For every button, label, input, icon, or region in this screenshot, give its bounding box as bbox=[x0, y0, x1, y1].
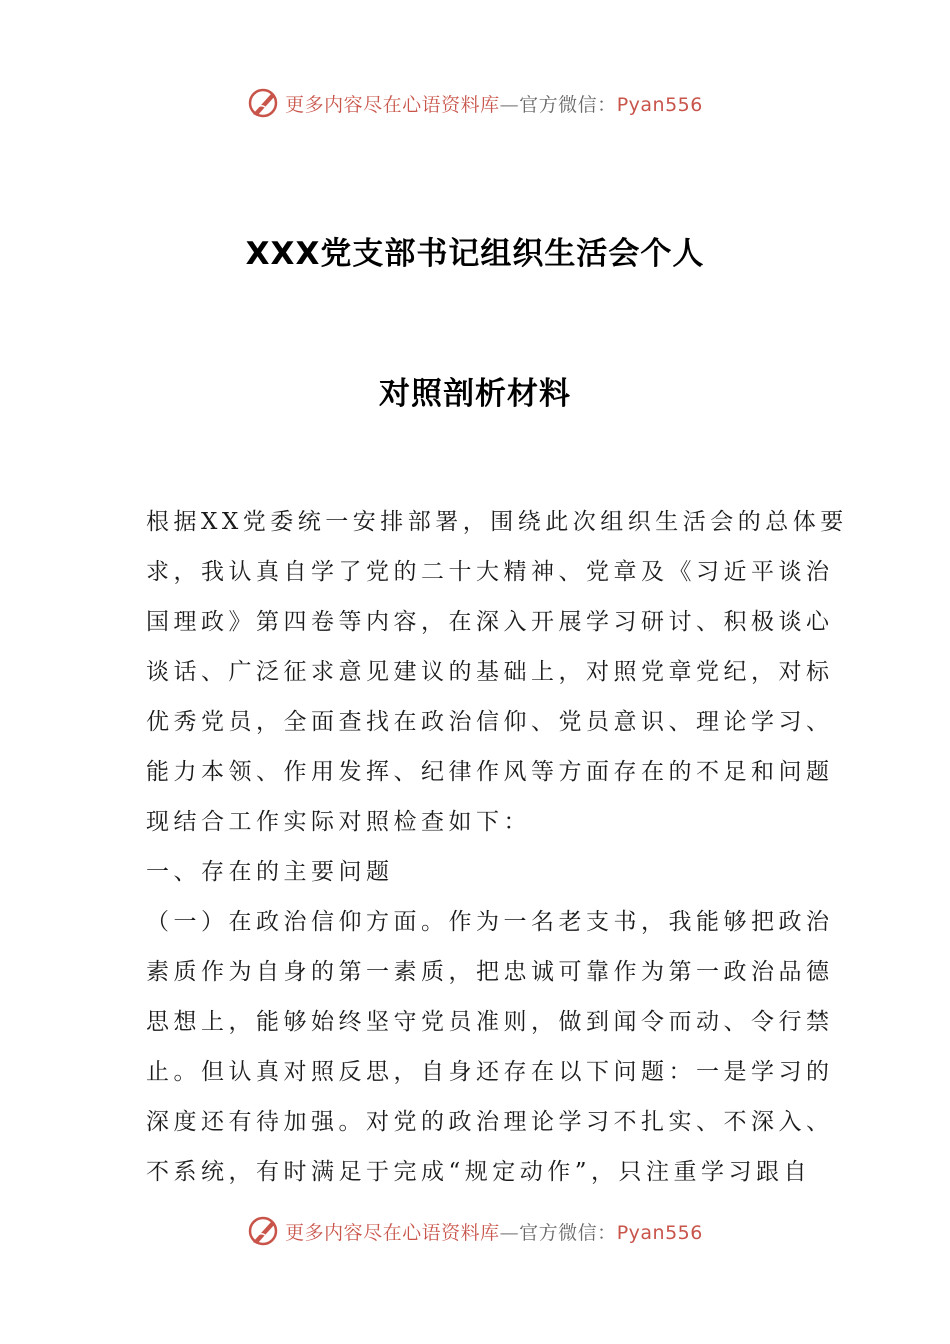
body-line: 优秀党员，全面查找在政治信仰、党员意识、理论学习、 bbox=[146, 709, 834, 735]
watermark-site: 更多内容尽在心语资料库 bbox=[285, 93, 500, 116]
watermark-site: 更多内容尽在心语资料库 bbox=[285, 1221, 500, 1244]
body-line: 深度还有待加强。对党的政治理论学习不扎实、不深入、 bbox=[146, 1109, 834, 1135]
body-line: 能力本领、作用发挥、纪律作风等方面存在的不足和问题 bbox=[146, 759, 834, 785]
body-line: 思想上，能够始终坚守党员准则，做到闻令而动、令行禁 bbox=[146, 1009, 834, 1035]
watermark-label: 官方微信： bbox=[519, 1221, 617, 1244]
body-line: 素质作为自身的第一素质，把忠诚可靠作为第一政治品德 bbox=[146, 959, 834, 985]
watermark-text bbox=[285, 90, 703, 117]
section-heading: 一、存在的主要问题 bbox=[146, 859, 394, 885]
document-title-line2: 对照剖析材料 bbox=[379, 376, 571, 412]
watermark-banner-top bbox=[0, 83, 950, 123]
body-line: 国理政》第四卷等内容，在深入开展学习研讨、积极谈心 bbox=[146, 609, 834, 635]
watermark-separator: — bbox=[499, 93, 520, 116]
watermark-banner-bottom bbox=[0, 1211, 950, 1251]
body-line: 根据XX党委统一安排部署，围绕此次组织生活会的总体要 bbox=[146, 509, 848, 535]
pen-logo-icon bbox=[247, 1214, 281, 1248]
watermark-handle: Pyan556 bbox=[616, 1221, 703, 1244]
body-line: 现结合工作实际对照检查如下： bbox=[146, 809, 531, 835]
body-line: 谈话、广泛征求意见建议的基础上，对照党章党纪，对标 bbox=[146, 659, 834, 685]
body-line: 止。但认真对照反思，自身还存在以下问题：一是学习的 bbox=[146, 1059, 834, 1085]
body-line: 求，我认真自学了党的二十大精神、党章及《习近平谈治 bbox=[146, 559, 834, 585]
watermark-label: 官方微信： bbox=[519, 93, 617, 116]
pen-logo-icon bbox=[247, 86, 281, 120]
document-title-line1: XXX党支部书记组织生活会个人 bbox=[245, 236, 705, 272]
watermark-text bbox=[285, 1218, 703, 1245]
watermark-separator: — bbox=[499, 1221, 520, 1244]
document-body bbox=[146, 497, 848, 1197]
body-line: （一）在政治信仰方面。作为一名老支书，我能够把政治 bbox=[146, 909, 834, 935]
body-line: 不系统，有时满足于完成“规定动作”，只注重学习跟自 bbox=[146, 1159, 812, 1185]
watermark-handle: Pyan556 bbox=[616, 93, 703, 116]
